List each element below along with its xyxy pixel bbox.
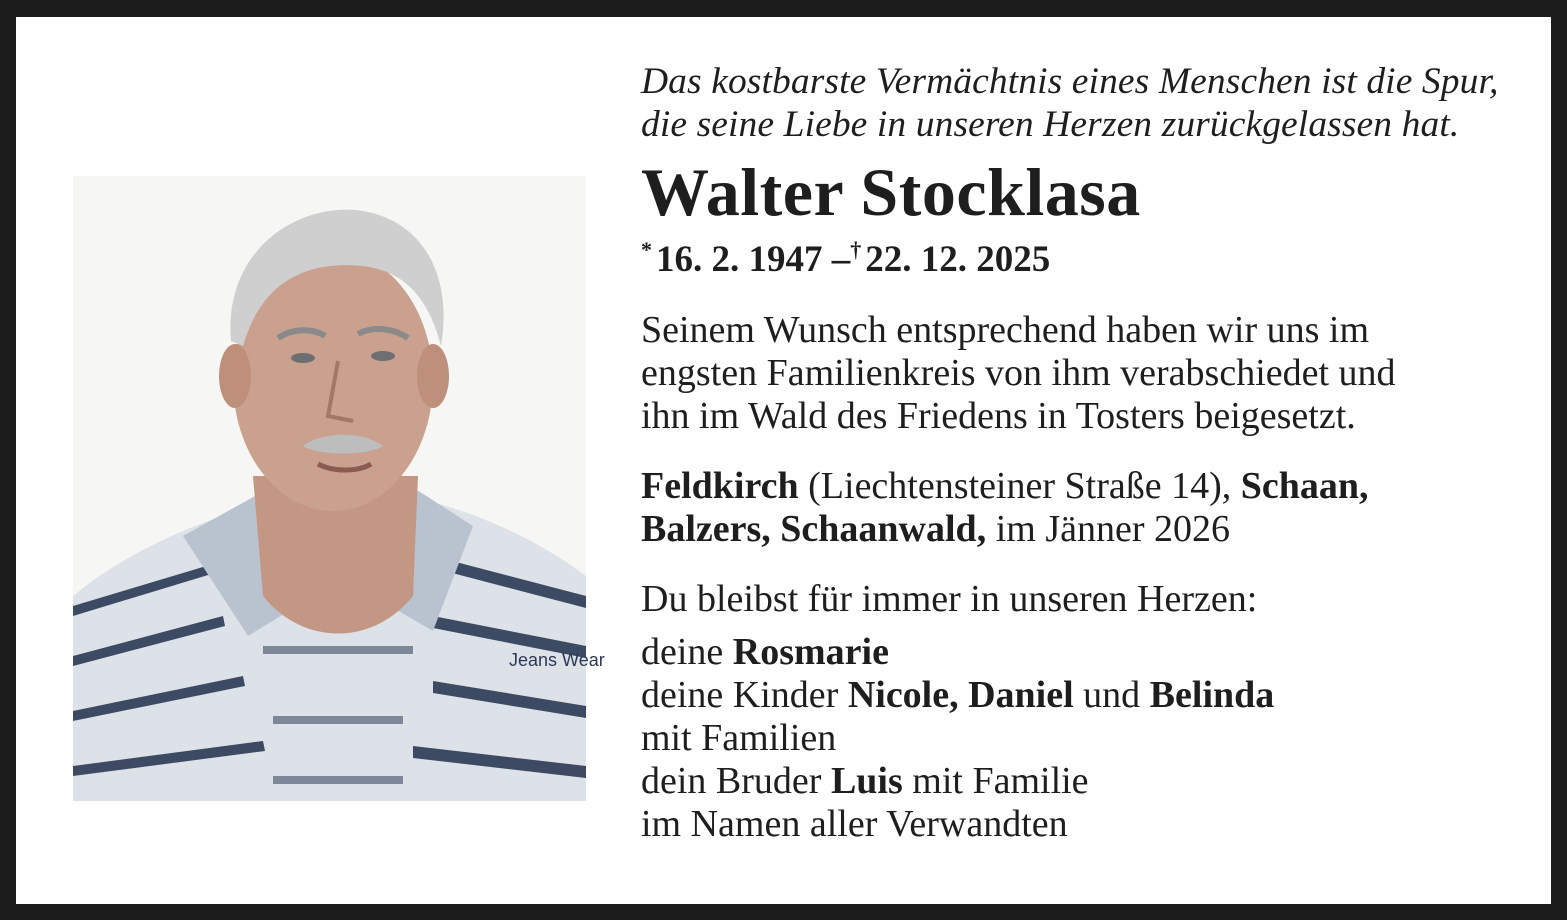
place-name: Feldkirch [641, 465, 799, 507]
paragraph-line: Seinem Wunsch entsprechend haben wir uns im [641, 309, 1370, 351]
portrait-photo [73, 176, 605, 801]
mourner-name: Belinda [1149, 674, 1275, 716]
memorial-quote [641, 60, 1521, 146]
address: (Liechtensteiner Straße 14), [798, 465, 1241, 507]
birth-symbol: * [641, 237, 652, 262]
location-paragraph [641, 465, 1521, 551]
shirt-label: Jeans Wear [509, 650, 605, 670]
place-name: Balzers, Schaanwald, [641, 508, 987, 550]
mourner-name: Rosmarie [732, 631, 889, 673]
mourner-suffix: mit Familie [902, 760, 1089, 802]
life-dates [641, 228, 1521, 282]
mourner-line: mit Familien [641, 717, 837, 759]
mourner-prefix: deine Kinder [641, 674, 848, 716]
mourner-name: Daniel [958, 674, 1074, 716]
paragraph-line: ihn im Wald des Friedens in Tosters beigesetzt. [641, 395, 1356, 437]
portrait-illustration [73, 176, 605, 801]
mourner-prefix: dein Bruder [641, 760, 831, 802]
mourner-prefix: deine [641, 631, 733, 673]
mourner-name: Nicole, [847, 674, 959, 716]
quote-line: die seine Liebe in unseren Herzen zurückgelassen hat. [641, 104, 1460, 145]
farewell-paragraph [641, 309, 1521, 438]
death-date: 22. 12. 2025 [865, 239, 1051, 280]
place-name: Schaan, [1240, 465, 1369, 507]
mourner-line: im Namen aller Verwandten [641, 803, 1068, 845]
death-symbol: † [850, 237, 862, 262]
date-separator: – [831, 239, 851, 280]
quote-line: Das kostbarste Vermächtnis eines Menschen ist die Spur, [641, 61, 1499, 102]
date-text: im Jänner 2026 [986, 508, 1230, 550]
mourners-list [641, 631, 1521, 846]
paragraph-line: engsten Familienkreis von ihm verabschiedet und [641, 352, 1396, 394]
conjunction: und [1073, 674, 1150, 716]
birth-date: 16. 2. 1947 [656, 239, 823, 280]
mourner-name: Luis [830, 760, 903, 802]
obituary-text [641, 60, 1521, 846]
deceased-name: Walter Stocklasa [641, 154, 1141, 230]
closing-line: Du bleibst für immer in unseren Herzen: [641, 578, 1258, 620]
